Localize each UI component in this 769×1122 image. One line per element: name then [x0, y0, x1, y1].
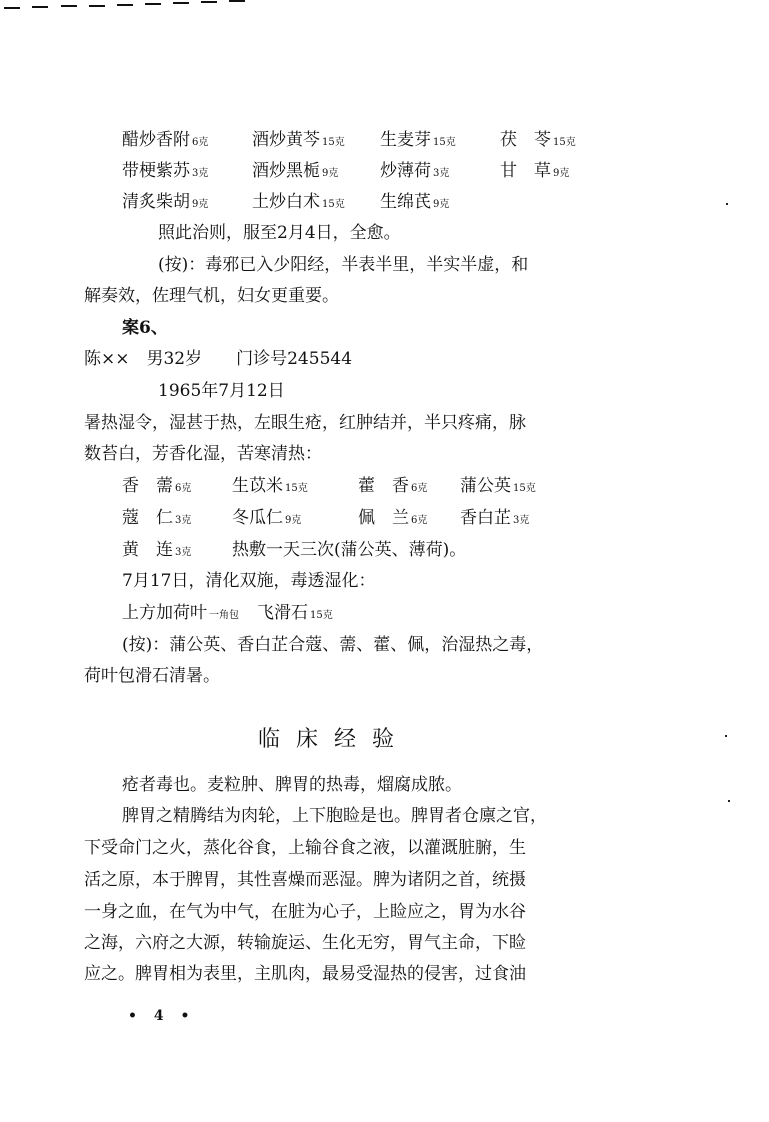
case6-complaint-line2: 数苔白，芳香化湿，苦寒清热： [84, 444, 322, 464]
section-para1: 疮者毒也。麦粒肿、脾胃的热毒，熘腐成脓。 [122, 775, 462, 795]
herb-item: 生麦芽 15克 [380, 130, 456, 150]
scan-speck [725, 735, 727, 737]
case6-patient-info: 陈×× 男32岁 门诊号245544 [84, 349, 353, 369]
herb-item: 香 薷 6克 [122, 476, 192, 496]
dash [61, 5, 77, 7]
section-para2-line: 之海，六府之大源，转输旋运、生化无穷，胃气主命，下睑 [84, 933, 526, 953]
dash [229, 0, 245, 2]
dash [89, 5, 105, 7]
case6-complaint-line1: 暑热湿令，湿甚于热，左眼生疮，红肿结并，半只疼痛，脉 [84, 413, 526, 433]
case6-note-line2: 荷叶包滑石清暑。 [84, 666, 220, 686]
herb-item: 酒炒黑栀 9克 [252, 161, 339, 181]
top-dashed-rule [0, 0, 769, 12]
herb-item: 黄 连 3克 [122, 540, 192, 560]
case6-followup: 7月17日，清化双施，毒透湿化： [122, 571, 376, 591]
dash [32, 6, 48, 8]
scan-speck [726, 203, 728, 205]
dash [117, 4, 133, 6]
section-heading: 临床经验 [258, 727, 411, 752]
herb-item: 清炙柴胡 9克 [122, 192, 209, 212]
herb-item: 佩 兰 6克 [358, 508, 428, 528]
herb-item: 蒲公英 15克 [460, 476, 536, 496]
page-number: • 4 • [128, 1008, 196, 1024]
case5-note-line2: 解奏效，佐理气机，妇女更重要。 [84, 286, 339, 306]
case6-note-line1: (按)：蒲公英、香白芷合蔻、薷、藿、佩，治湿热之毒， [122, 635, 544, 655]
case5-note-line1: (按)：毒邪已入少阳经，半表半里，半实半虚，和 [158, 255, 529, 275]
section-para2-line: 一身之血，在气为中气，在脏为心子，上睑应之，胃为水谷 [84, 902, 526, 922]
section-para2-line: 脾胃之精腾结为肉轮，上下胞睑是也。脾胃者仓廪之官， [122, 806, 547, 826]
herb-item: 生绵芪 9克 [380, 192, 450, 212]
case6-title: 案6、 [122, 318, 168, 338]
herb-item: 带梗紫苏 3克 [122, 161, 209, 181]
herb-item: 土炒白术 15克 [252, 192, 345, 212]
herb-item: 蔻 仁 3克 [122, 508, 192, 528]
dash [145, 3, 161, 5]
herb-item: 藿 香 6克 [358, 476, 428, 496]
herb-item: 甘 草 9克 [500, 161, 570, 181]
case6-date: 1965年7月12日 [158, 381, 285, 401]
case6-followup-rx: 上方加荷叶 一角包 飞滑石 15克 [122, 603, 333, 623]
herb-item: 酒炒黄芩 15克 [252, 130, 345, 150]
case5-result: 照此治则，服至2月4日，全愈。 [158, 223, 401, 243]
herb-item: 炒薄荷 3克 [380, 161, 450, 181]
section-para2-line: 活之原，本于脾胃，其性喜燥而恶湿。脾为诸阴之首，统摄 [84, 870, 526, 890]
herb-item: 生苡米 15克 [232, 476, 308, 496]
herb-item: 香白芷 3克 [460, 508, 530, 528]
herb-item: 醋炒香附 6克 [122, 130, 209, 150]
herb-item: 茯 苓 15克 [500, 130, 576, 150]
section-para2-line: 下受命门之火，蒸化谷食，上输谷食之液，以灌溉脏腑，生 [84, 838, 526, 858]
herb-item: 冬瓜仁 9克 [232, 508, 302, 528]
external-application-note: 热敷一天三次(蒲公英、薄荷)。 [232, 540, 467, 560]
dash [201, 1, 217, 3]
dash [173, 2, 189, 4]
scan-speck [728, 800, 730, 802]
section-para2-line: 应之。脾胃相为表里，主肌肉，最易受湿热的侵害，过食油 [84, 964, 526, 984]
dash [4, 7, 20, 9]
